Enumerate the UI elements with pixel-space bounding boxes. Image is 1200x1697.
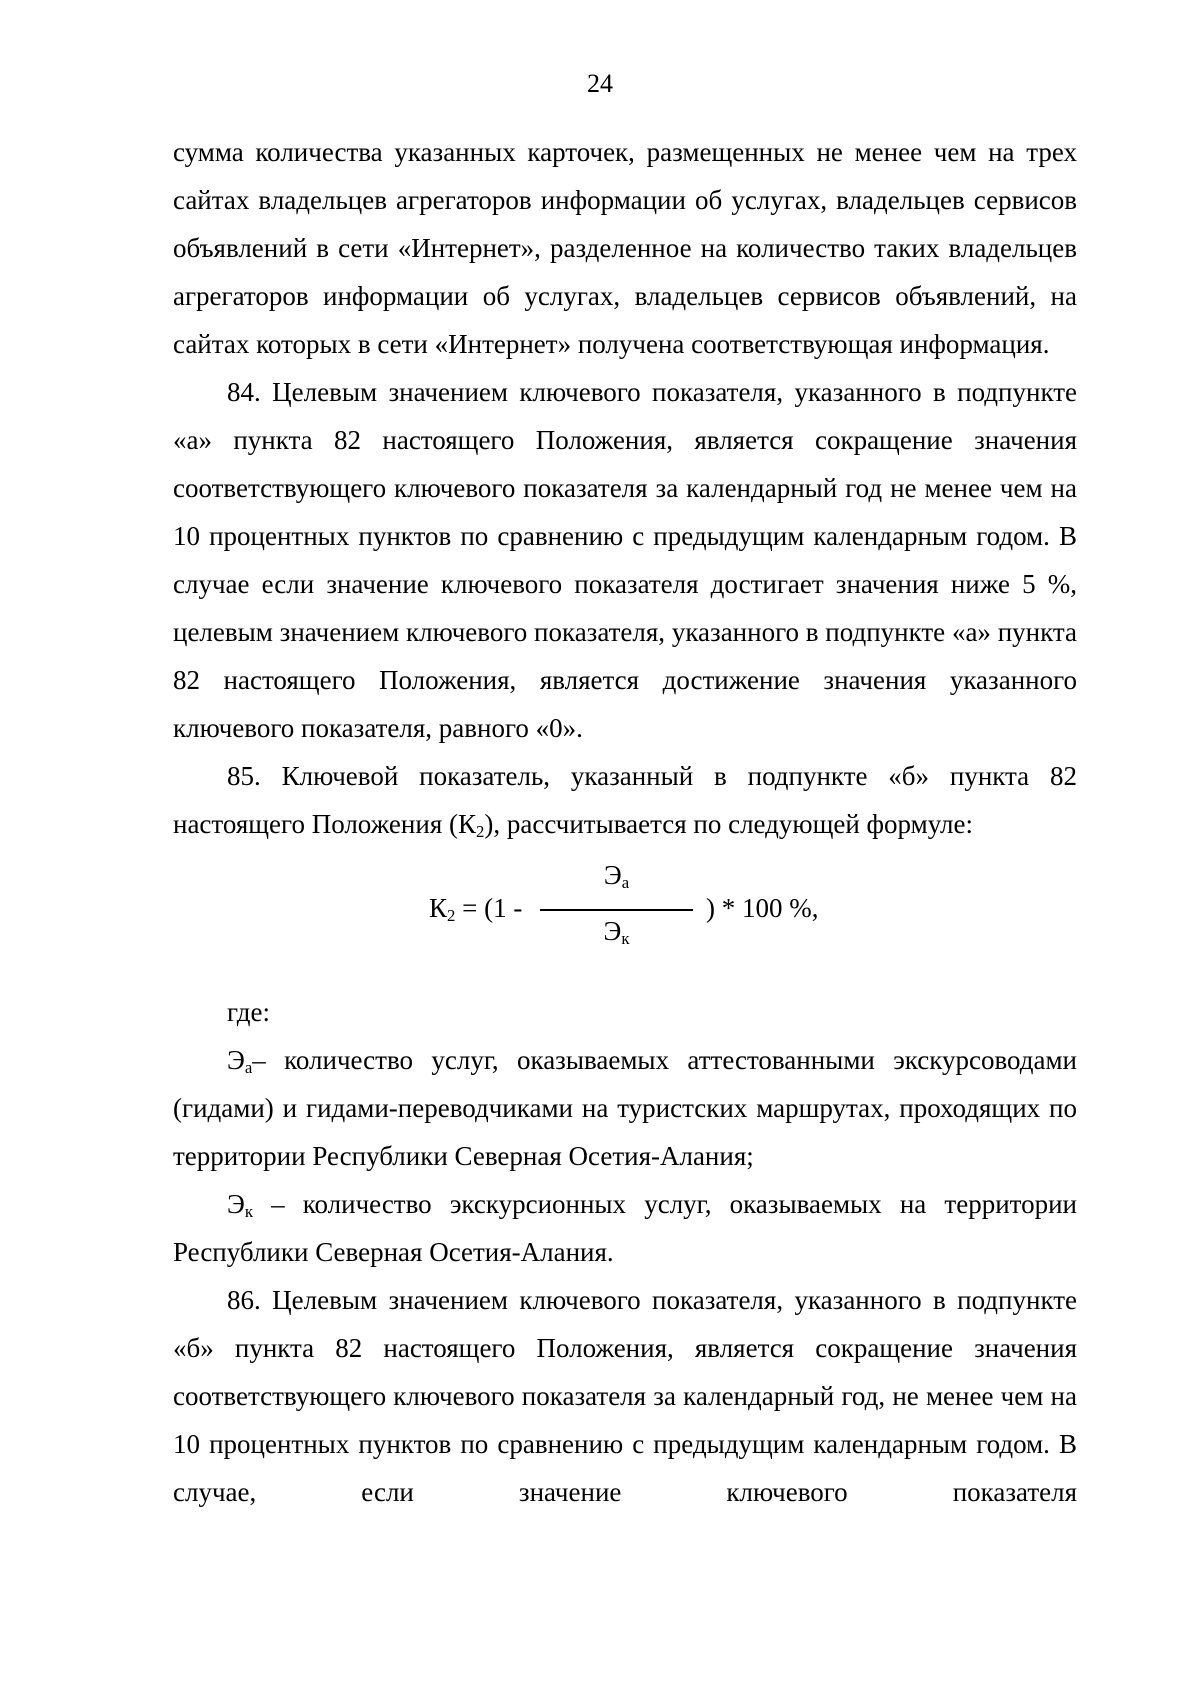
formula-numerator-subscript: а xyxy=(621,873,630,893)
formula-denominator-symbol: Э xyxy=(603,916,622,946)
definition-ea-symbol: Э xyxy=(227,1045,245,1075)
formula-lhs xyxy=(429,893,522,924)
formula-lhs-subscript: 2 xyxy=(447,906,456,926)
where-label: где: xyxy=(227,997,270,1027)
paragraph-85-text-start: 85. Ключевой показатель, указанный в подпункте «б» пункта 82 настоящего Положения (К xyxy=(173,761,1077,839)
document-body xyxy=(173,128,1077,1516)
paragraph-85-text-end: ), рассчитывается по следующей формуле: xyxy=(484,809,973,839)
formula-denominator-subscript: к xyxy=(621,929,630,949)
definition-ek-symbol: Э xyxy=(227,1189,245,1219)
formula-numerator-symbol: Э xyxy=(603,860,622,890)
definition-ea-text: – количество услуг, оказываемых аттестованными экскурсоводами (гидами) и гидами-переводчиками на туристских маршрутах, проходящих по территории Республики Северная Осетия-Алания; xyxy=(173,1045,1077,1171)
paragraph-continuation: сумма количества указанных карточек, размещенных не менее чем на трех сайтах владельцев агрегаторов информации об услугах, владельцев сервисов объявлений в сети «Интернет», разделенное на количество таких владельцев агрегаторов информации об услугах, владельцев сервисов объявлений, на сайтах которых в сети «Интернет» получена соответствующая информация. xyxy=(173,137,1077,359)
definition-ek xyxy=(173,1180,1077,1276)
definition-ek-text: – количество экскурсионных услуг, оказываемых на территории Республики Северная Осетия-Алания. xyxy=(173,1189,1077,1267)
formula-rhs: ) * 100 %, xyxy=(706,893,819,923)
page-number: 24 xyxy=(587,69,613,98)
paragraph-84: 84. Целевым значением ключевого показателя, указанного в подпункте «а» пункта 82 настоящего Положения, является сокращение значения соответствующего ключевого показателя за календарный год не менее чем на 10 процентных пунктов по сравнению с предыдущим календарным годом. В случае если значение ключевого показателя достигает значения ниже 5 %, целевым значением ключевого показателя, указанного в подпункте «а» пункта 82 настоящего Положения, является достижение значения указанного ключевого показателя, равного «0». xyxy=(173,377,1077,743)
paragraph-85 xyxy=(173,752,1077,848)
formula-lhs-rest: = (1 - xyxy=(455,893,523,923)
formula-k2 xyxy=(173,848,1077,988)
definition-ea xyxy=(173,1036,1077,1180)
paragraph-85-subscript: 2 xyxy=(476,822,485,842)
formula-numerator xyxy=(540,860,693,891)
fraction-bar xyxy=(540,909,693,911)
formula-lhs-symbol: К xyxy=(429,893,448,923)
definition-ea-subscript: а xyxy=(244,1058,253,1078)
definition-ek-subscript: к xyxy=(244,1202,253,1222)
formula-fraction xyxy=(540,848,693,988)
formula-denominator xyxy=(540,916,693,947)
paragraph-86: 86. Целевым значением ключевого показателя, указанного в подпункте «б» пункта 82 настоящего Положения, является сокращение значения соответствующего ключевого показателя за календарный год, не менее чем на 10 процентных пунктов по сравнению с предыдущим календарным годом. В случае, если значение ключевого показателя xyxy=(173,1285,1077,1507)
